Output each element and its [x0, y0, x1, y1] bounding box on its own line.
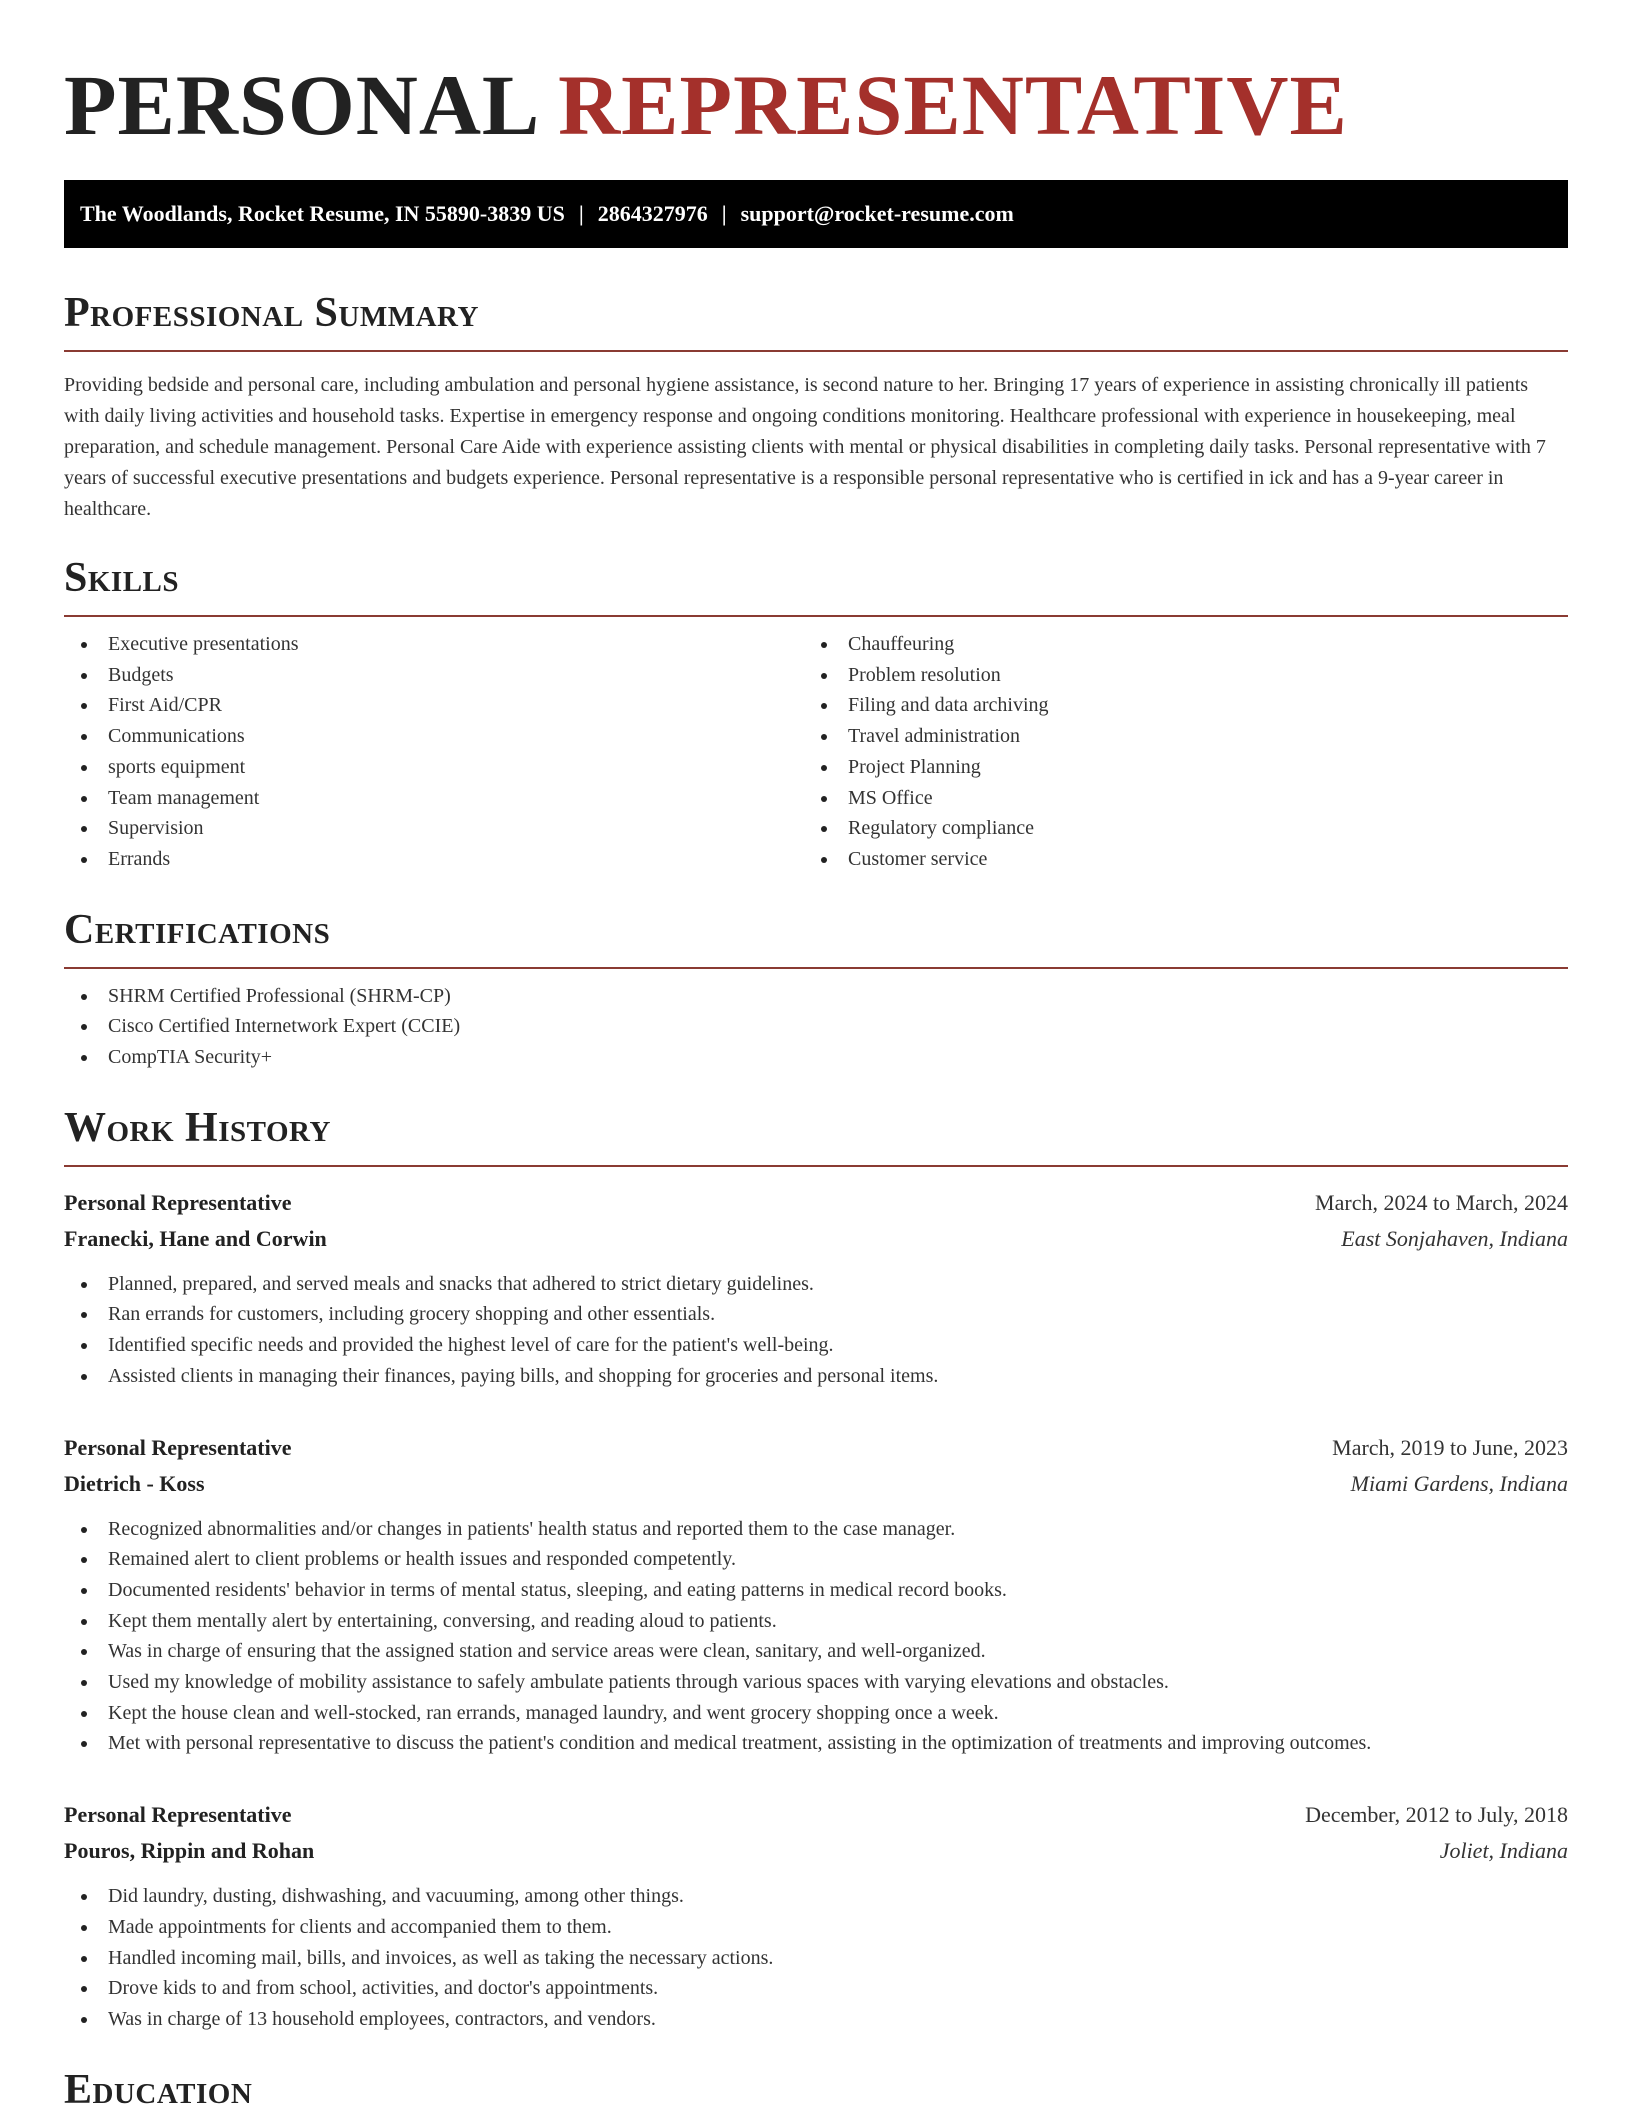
job-duty-item: Met with personal representative to discuss the patient's condition and medical treatment, assisting in the optimization of treatments and improving outcomes. [64, 1728, 1568, 1759]
skill-item: MS Office [804, 783, 1544, 814]
job-duties-list [64, 1514, 1568, 1760]
job-duty-item: Remained alert to client problems or health issues and responded competently. [64, 1544, 1568, 1575]
section-title-summary: Professional Summary [64, 290, 479, 336]
name-last: REPRESENTATIVE [558, 57, 1348, 153]
job-duties-list [64, 1881, 1568, 2035]
job-location: East Sonjahaven, Indiana [1341, 1225, 1568, 1251]
skills-list-right [804, 629, 1544, 875]
skills-list-left [64, 629, 804, 875]
job-company-row [64, 1466, 1568, 1502]
skill-item: Filing and data archiving [804, 690, 1544, 721]
education-section [64, 2065, 1568, 2115]
certifications-section [64, 905, 1568, 1073]
skills-section [64, 553, 1568, 875]
job-header-row [64, 1430, 1568, 1466]
job-duty-item: Kept them mentally alert by entertaining, conversing, and reading aloud to patients. [64, 1606, 1568, 1637]
job-header-row [64, 1797, 1568, 1833]
section-divider [64, 615, 1568, 617]
job-company-row [64, 1221, 1568, 1257]
job-duty-item: Planned, prepared, and served meals and snacks that adhered to strict dietary guidelines. [64, 1269, 1568, 1300]
skill-item: Problem resolution [804, 660, 1544, 691]
skill-item: sports equipment [64, 752, 804, 783]
job-company: Dietrich - Koss [64, 1470, 205, 1496]
skill-item: Communications [64, 721, 804, 752]
job-duties-list [64, 1269, 1568, 1392]
job-duty-item: Was in charge of 13 household employees, contractors, and vendors. [64, 2004, 1568, 2035]
skill-item: First Aid/CPR [64, 690, 804, 721]
skill-item: Project Planning [804, 752, 1544, 783]
skill-item: Errands [64, 844, 804, 875]
summary-text: Providing bedside and personal care, including ambulation and personal hygiene assistance, is second nature to her. Bringing 17 years of experience in assisting chronically ill patients with daily living activities and household tasks. Expertise in emergency response and ongoing conditions monitoring. Healthcare professional with experience in housekeeping, meal preparation, and schedule management. Personal Care Aide with experience assisting clients with mental or physical disabilities in completing daily tasks. Personal representative with 7 years of successful executive presentations and budgets experience. Personal representative is a responsible personal representative who is certified in ick and has a 9-year career in healthcare. [64, 374, 1546, 520]
job-duty-item: Documented residents' behavior in terms of mental status, sleeping, and eating patterns in medical record books. [64, 1575, 1568, 1606]
job-title: Personal Representative [64, 1802, 292, 1828]
job-duty-item: Was in charge of ensuring that the assigned station and service areas were clean, sanitary, and well-organized. [64, 1636, 1568, 1667]
skill-item: Budgets [64, 660, 804, 691]
certification-item: Cisco Certified Internetwork Expert (CCIE) [64, 1011, 1568, 1042]
job-dates: March, 2024 to March, 2024 [1315, 1189, 1568, 1215]
job-location: Miami Gardens, Indiana [1350, 1470, 1568, 1496]
job-entry [64, 1185, 1568, 1392]
professional-summary-section [64, 288, 1568, 525]
contact-separator: | [578, 201, 584, 226]
contact-separator: | [721, 201, 727, 226]
section-divider [64, 967, 1568, 969]
job-duty-item: Drove kids to and from school, activities, and doctor's appointments. [64, 1973, 1568, 2004]
job-location: Joliet, Indiana [1439, 1838, 1568, 1864]
skill-item: Team management [64, 783, 804, 814]
skills-column-right [804, 629, 1544, 875]
job-entry [64, 1797, 1568, 2035]
skill-item: Chauffeuring [804, 629, 1544, 660]
job-title: Personal Representative [64, 1434, 292, 1460]
work-history-section [64, 1103, 1568, 2035]
contact-address: The Woodlands, Rocket Resume, IN 55890-3839 US [80, 201, 565, 226]
section-divider [64, 1165, 1568, 1167]
job-duty-item: Ran errands for customers, including grocery shopping and other essentials. [64, 1299, 1568, 1330]
section-divider [64, 350, 1568, 352]
job-company-row [64, 1833, 1568, 1869]
job-duty-item: Kept the house clean and well-stocked, ran errands, managed laundry, and went grocery shopping once a week. [64, 1698, 1568, 1729]
job-header-row [64, 1185, 1568, 1221]
job-duty-item: Handled incoming mail, bills, and invoices, as well as taking the necessary actions. [64, 1943, 1568, 1974]
section-title-education: Education [64, 2066, 253, 2113]
certification-item: CompTIA Security+ [64, 1042, 1568, 1073]
section-title-certifications: Certifications [64, 906, 331, 953]
contact-email: support@rocket-resume.com [740, 201, 1014, 226]
job-duty-item: Did laundry, dusting, dishwashing, and vacuuming, among other things. [64, 1881, 1568, 1912]
skills-column-left [64, 629, 804, 875]
resume-name [64, 58, 1568, 152]
skills-columns [64, 629, 1568, 875]
section-title-skills: Skills [64, 555, 180, 601]
job-duty-item: Used my knowledge of mobility assistance to safely ambulate patients through various spaces with varying elevations and obstacles. [64, 1667, 1568, 1698]
job-company: Franecki, Hane and Corwin [64, 1225, 327, 1251]
name-first: PERSONAL [64, 57, 536, 153]
skill-item: Travel administration [804, 721, 1544, 752]
contact-bar [64, 180, 1568, 248]
skill-item: Regulatory compliance [804, 813, 1544, 844]
job-duty-item: Made appointments for clients and accompanied them to them. [64, 1912, 1568, 1943]
job-dates: March, 2019 to June, 2023 [1332, 1434, 1568, 1460]
certification-item: SHRM Certified Professional (SHRM-CP) [64, 981, 1568, 1012]
job-duty-item: Identified specific needs and provided the highest level of care for the patient's well-being. [64, 1330, 1568, 1361]
certifications-list [64, 981, 1568, 1073]
resume-page [64, 0, 1568, 2115]
section-title-work-history: Work History [64, 1104, 331, 1151]
skill-item: Executive presentations [64, 629, 804, 660]
job-title: Personal Representative [64, 1189, 292, 1215]
skill-item: Customer service [804, 844, 1544, 875]
job-entry [64, 1430, 1568, 1760]
job-duty-item: Assisted clients in managing their finances, paying bills, and shopping for groceries and personal items. [64, 1361, 1568, 1392]
contact-phone: 2864327976 [597, 201, 708, 226]
job-duty-item: Recognized abnormalities and/or changes in patients' health status and reported them to the case manager. [64, 1514, 1568, 1545]
skill-item: Supervision [64, 813, 804, 844]
job-company: Pouros, Rippin and Rohan [64, 1838, 315, 1864]
job-dates: December, 2012 to July, 2018 [1305, 1802, 1568, 1828]
